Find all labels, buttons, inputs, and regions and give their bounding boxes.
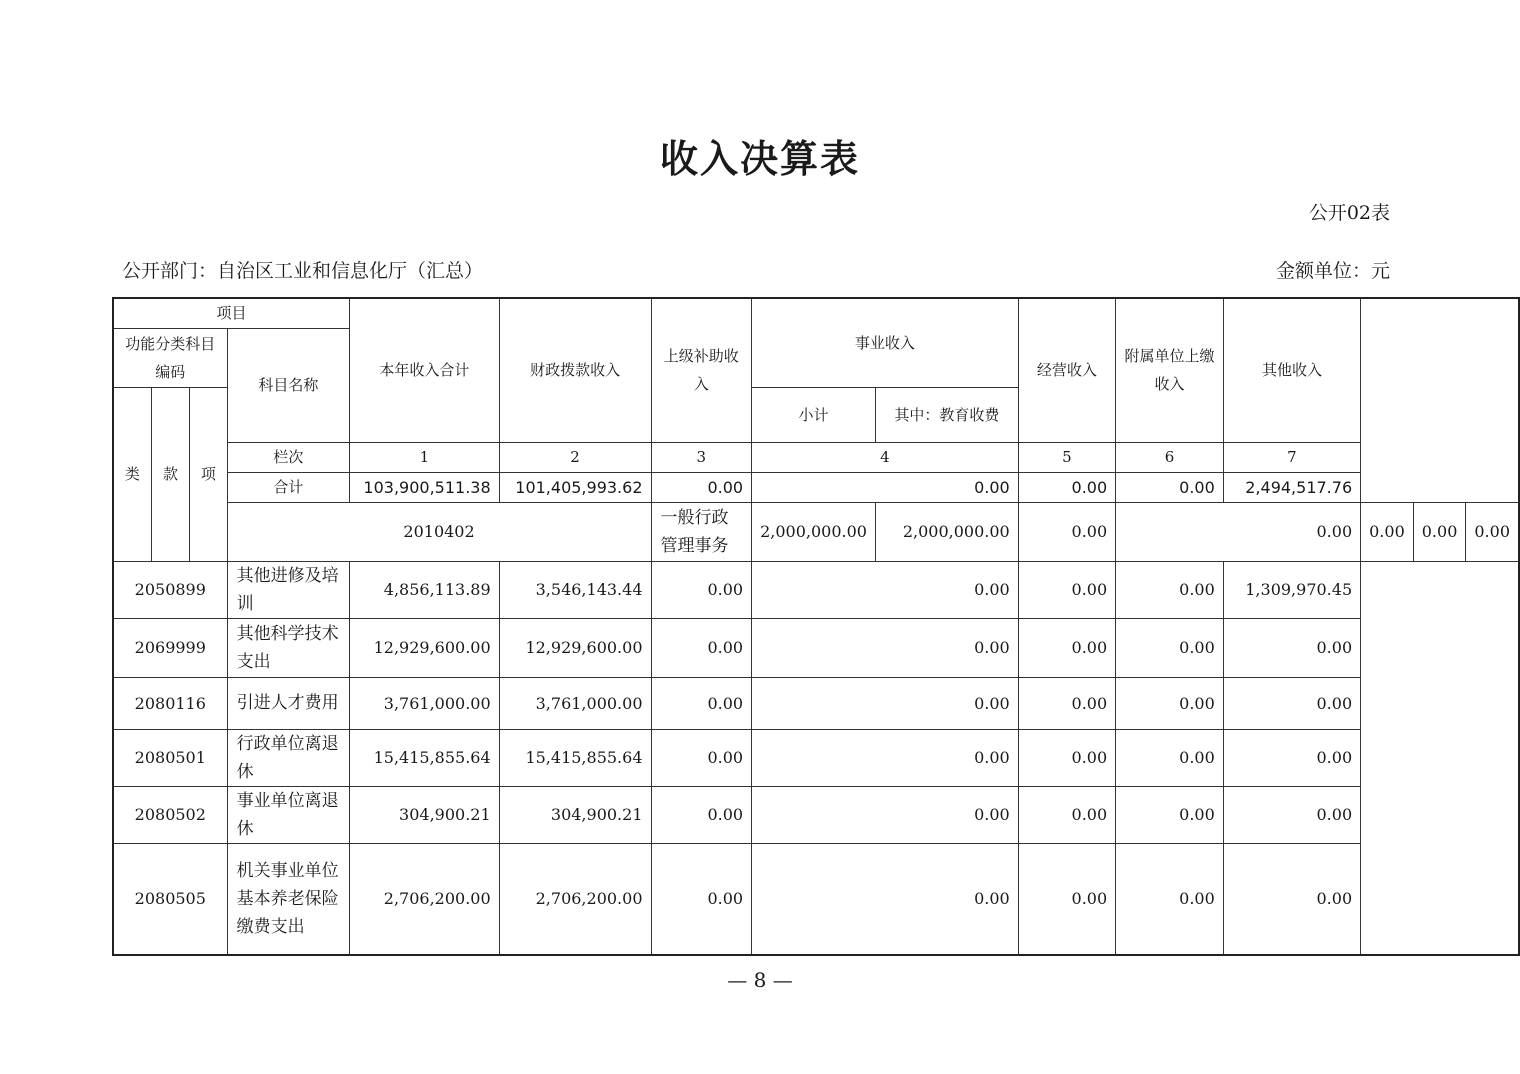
amount-cell: 0.00 (752, 786, 1019, 843)
amount-cell: 0.00 (1466, 502, 1519, 561)
amount-cell: 0.00 (1018, 502, 1115, 561)
col-other-header: 其他收入 (1223, 298, 1360, 442)
col-operating-header: 经营收入 (1018, 298, 1115, 442)
col-index: 2 (499, 442, 651, 472)
subject-name-cell: 其他进修及培训 (227, 561, 350, 618)
amount-cell: 0.00 (651, 786, 752, 843)
total-cell: 0.00 (651, 472, 752, 502)
amount-cell: 0.00 (1116, 502, 1361, 561)
table-row (113, 502, 1519, 561)
amount-cell: 0.00 (1018, 843, 1115, 955)
col-subtotal-header: 小计 (752, 387, 876, 442)
table-row (113, 677, 1519, 729)
total-cell: 103,900,511.38 (350, 472, 500, 502)
table-row (113, 729, 1519, 786)
amount-cell: 0.00 (1018, 561, 1115, 618)
lei-header: 类 (113, 387, 151, 561)
amount-cell: 0.00 (651, 677, 752, 729)
amount-cell: 0.00 (1116, 786, 1224, 843)
total-cell: 2,494,517.76 (1223, 472, 1360, 502)
amount-cell: 304,900.21 (499, 786, 651, 843)
page-title: 收入决算表 (659, 136, 860, 181)
amount-cell: 0.00 (651, 618, 752, 677)
subject-code-cell: 2080116 (113, 677, 227, 729)
lanci-label: 栏次 (227, 442, 350, 472)
amount-cell: 0.00 (1116, 677, 1224, 729)
amount-cell: 0.00 (1116, 729, 1224, 786)
col-fiscal-header: 财政拨款收入 (499, 298, 651, 442)
amount-cell: 0.00 (1018, 786, 1115, 843)
table-row (113, 561, 1519, 618)
subject-name-cell: 事业单位离退休 (227, 786, 350, 843)
form-number: 公开02表 (1308, 202, 1390, 224)
subject-name-cell: 引进人才费用 (227, 677, 350, 729)
subject-code-cell: 2080505 (113, 843, 227, 955)
subject-name-cell: 一般行政管理事务 (651, 502, 752, 561)
table-row (113, 786, 1519, 843)
income-final-accounts-table (112, 297, 1520, 956)
amount-cell: 0.00 (1018, 618, 1115, 677)
amount-cell: 0.00 (1116, 843, 1224, 955)
subject-code-cell: 2010402 (227, 502, 651, 561)
page-number: — 8 — (727, 968, 793, 992)
amount-cell: 12,929,600.00 (350, 618, 500, 677)
col-superior-header: 上级补助收入 (651, 298, 752, 442)
col-index: 6 (1116, 442, 1224, 472)
total-cell: 0.00 (1018, 472, 1115, 502)
amount-cell: 1,309,970.45 (1223, 561, 1360, 618)
subject-code-cell: 2050899 (113, 561, 227, 618)
department-label: 公开部门：自治区工业和信息化厅（汇总） (122, 260, 484, 282)
amount-cell: 0.00 (1018, 677, 1115, 729)
amount-cell: 0.00 (1116, 561, 1224, 618)
subject-name-header: 科目名称 (227, 328, 350, 442)
amount-cell: 0.00 (651, 561, 752, 618)
amount-unit-label: 金额单位：元 (1275, 260, 1390, 282)
subject-name-cell: 行政单位离退休 (227, 729, 350, 786)
amount-cell: 0.00 (1018, 729, 1115, 786)
amount-cell: 0.00 (752, 843, 1019, 955)
xiang-header: 项 (190, 387, 227, 561)
amount-cell: 4,856,113.89 (350, 561, 500, 618)
amount-cell: 2,706,200.00 (350, 843, 500, 955)
amount-cell: 0.00 (1413, 502, 1466, 561)
subject-code-cell: 2080501 (113, 729, 227, 786)
subject-name-cell: 机关事业单位基本养老保险缴费支出 (227, 843, 350, 955)
col-index: 1 (350, 442, 500, 472)
amount-cell: 3,546,143.44 (499, 561, 651, 618)
subject-name-cell: 其他科学技术支出 (227, 618, 350, 677)
amount-cell: 12,929,600.00 (499, 618, 651, 677)
table-row (113, 618, 1519, 677)
amount-cell: 0.00 (752, 561, 1019, 618)
amount-cell: 2,000,000.00 (875, 502, 1018, 561)
amount-cell: 304,900.21 (350, 786, 500, 843)
total-label: 合计 (227, 472, 350, 502)
amount-cell: 0.00 (1116, 618, 1224, 677)
amount-cell: 0.00 (1361, 502, 1414, 561)
amount-cell: 15,415,855.64 (499, 729, 651, 786)
amount-cell: 0.00 (1223, 729, 1360, 786)
func-code-header: 功能分类科目编码 (113, 328, 227, 387)
project-header: 项目 (113, 298, 350, 328)
amount-cell: 3,761,000.00 (499, 677, 651, 729)
amount-cell: 2,706,200.00 (499, 843, 651, 955)
amount-cell: 15,415,855.64 (350, 729, 500, 786)
total-cell: 101,405,993.62 (499, 472, 651, 502)
amount-cell: 0.00 (752, 618, 1019, 677)
col-index: 3 (651, 442, 752, 472)
total-cell: 0.00 (752, 472, 1019, 502)
amount-cell: 0.00 (1223, 618, 1360, 677)
subject-code-cell: 2069999 (113, 618, 227, 677)
amount-cell: 0.00 (651, 729, 752, 786)
amount-cell: 0.00 (1223, 843, 1360, 955)
col-index: 4 (752, 442, 1019, 472)
amount-cell: 0.00 (752, 677, 1019, 729)
subject-code-cell: 2080502 (113, 786, 227, 843)
table-row (113, 843, 1519, 955)
amount-cell: 2,000,000.00 (752, 502, 876, 561)
amount-cell: 0.00 (1223, 786, 1360, 843)
total-row (113, 472, 1519, 502)
amount-cell: 0.00 (1223, 677, 1360, 729)
col-affiliated-header: 附属单位上缴收入 (1116, 298, 1224, 442)
col-total-header: 本年收入合计 (350, 298, 500, 442)
col-index: 7 (1223, 442, 1360, 472)
amount-cell: 0.00 (651, 843, 752, 955)
amount-cell: 0.00 (752, 729, 1019, 786)
col-index: 5 (1018, 442, 1115, 472)
amount-cell: 3,761,000.00 (350, 677, 500, 729)
kuan-header: 款 (151, 387, 189, 561)
col-business-header: 事业收入 (752, 298, 1019, 387)
col-edu-header: 其中：教育收费 (875, 387, 1018, 442)
total-cell: 0.00 (1116, 472, 1224, 502)
